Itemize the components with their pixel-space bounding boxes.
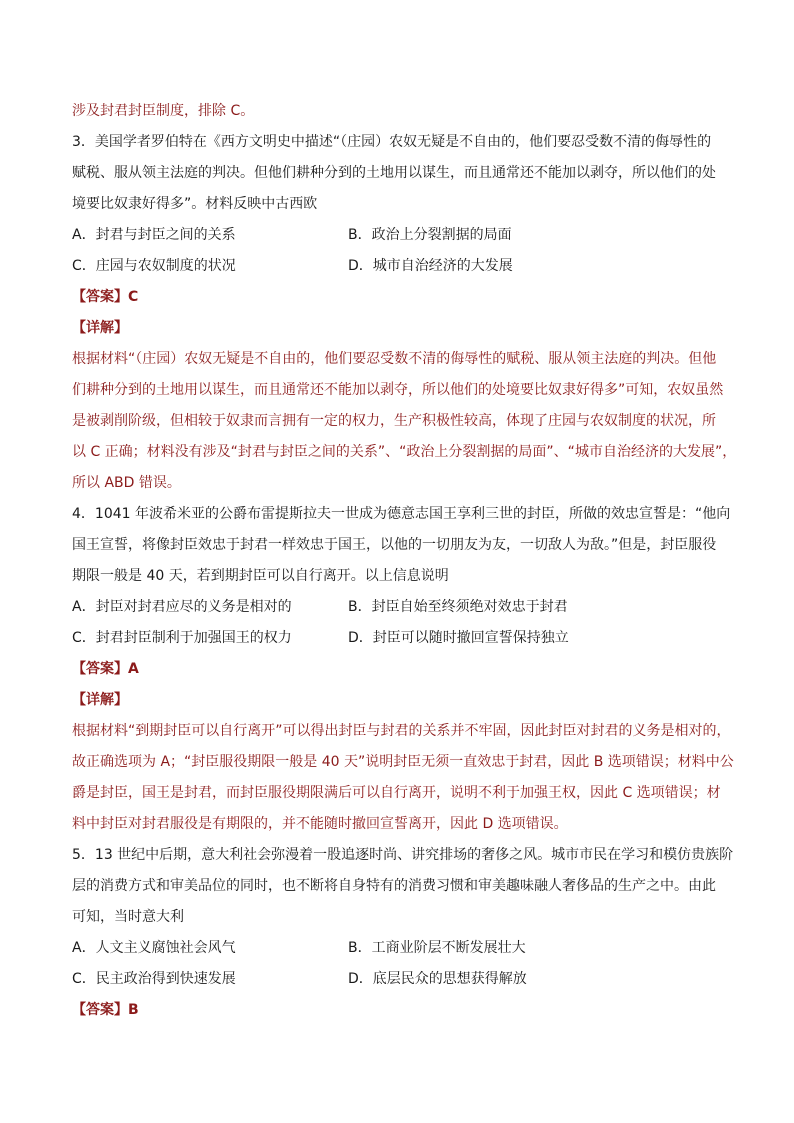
detail-line: 们耕种分到的土地用以谋生，而且通常还不能加以剥夺，所以他们的处境要比奴隶好得多”可知，农奴虽然 bbox=[72, 382, 724, 398]
question-text-line: 可知，当时意大利 bbox=[72, 909, 184, 925]
options-row bbox=[72, 623, 732, 654]
options-row bbox=[72, 964, 732, 995]
option-a: A．人文主义腐蚀社会风气 bbox=[72, 940, 236, 956]
detail-line: 是被剥削阶级，但相较于奴隶而言拥有一定的权力，生产积极性较高，体现了庄园与农奴制度的状况，所 bbox=[72, 413, 716, 429]
option-a: A．封君与封臣之间的关系 bbox=[72, 227, 236, 243]
detail-line: 根据材料“到期封臣可以自行离开”可以得出封臣与封君的关系并不牢固，因此封臣对封君的义务是相对的， bbox=[72, 723, 731, 739]
question-3 bbox=[72, 127, 737, 499]
question-text-line: 期限一般是 40 天，若到期封臣可以自行离开。以上信息说明 bbox=[72, 568, 449, 584]
detail-line: 爵是封臣，国王是封君，而封臣服役期限满后可以自行离开，说明不利于加强王权，因此 C 选项错误；材 bbox=[72, 785, 721, 801]
question-text-line: 赋税、服从领主法庭的判决。但他们耕种分到的土地用以谋生，而且通常还不能加以剥夺，所以他们的处 bbox=[72, 165, 716, 181]
option-c: C．封君封臣制利于加强国王的权力 bbox=[72, 630, 292, 646]
detail-line: 根据材料“（庄园）农奴无疑是不自由的，他们要忍受数不清的侮辱性的赋税、服从领主法庭的判决。但他 bbox=[72, 351, 717, 367]
question-text-line: 层的消费方式和审美品位的同时，也不断将自身特有的消费习惯和审美趣味融人奢侈品的生产之中。由此 bbox=[72, 878, 716, 894]
option-c: C．民主政治得到快速发展 bbox=[72, 971, 236, 987]
option-a: A．封臣对封君应尽的义务是相对的 bbox=[72, 599, 292, 615]
option-c: C．庄园与农奴制度的状况 bbox=[72, 258, 236, 274]
detail-line: 所以 ABD 错误。 bbox=[72, 475, 181, 491]
option-d: D．封臣可以随时撤回宣誓保持独立 bbox=[348, 630, 569, 646]
question-text-line: 国王宣誓，将像封臣效忠于封君一样效忠于国王，以他的一切朋友为友，一切敌人为敌。”但是，封臣服役 bbox=[72, 537, 717, 553]
carry-over-line: 涉及封君封臣制度，排除 C。 bbox=[72, 103, 255, 119]
detail-line: 以 C 正确；材料没有涉及“封君与封臣之间的关系”、“政治上分裂割据的局面”、“城市自治经济的大发展”， bbox=[72, 444, 737, 460]
options-row bbox=[72, 592, 732, 623]
options-row bbox=[72, 251, 732, 282]
detail-label: 【详解】 bbox=[72, 320, 128, 336]
option-d: D．底层民众的思想获得解放 bbox=[348, 971, 527, 987]
answer-label: 【答案】A bbox=[72, 661, 139, 677]
option-b: B．政治上分裂割据的局面 bbox=[348, 227, 512, 243]
question-5 bbox=[72, 840, 732, 1026]
detail-line: 料中封臣对封君服役是有期限的，并不能随时撤回宣誓离开，因此 D 选项错误。 bbox=[72, 816, 568, 832]
detail-label: 【详解】 bbox=[72, 692, 128, 708]
question-text-line: 境要比奴隶好得多”。材料反映中古西欧 bbox=[72, 196, 318, 212]
detail-line: 故正确选项为 A；“封臣服役期限一般是 40 天”说明封臣无须一直效忠于封君，因此 B 选项错误；材料中公 bbox=[72, 754, 734, 770]
option-d: D．城市自治经济的大发展 bbox=[348, 258, 513, 274]
question-text-line: 3．美国学者罗伯特在《西方文明史中描述“（庄园）农奴无疑是不自由的，他们要忍受数不清的侮辱性的 bbox=[72, 134, 712, 150]
option-b: B．工商业阶层不断发展壮大 bbox=[348, 940, 526, 956]
options-row bbox=[72, 933, 732, 964]
question-text-line: 5．13 世纪中后期，意大利社会弥漫着一股追逐时尚、讲究排场的奢侈之风。城市市民在学习和模仿贵族阶 bbox=[72, 847, 734, 863]
document-page bbox=[72, 96, 737, 1026]
answer-label: 【答案】C bbox=[72, 289, 139, 305]
question-text-line: 4．1041 年波希米亚的公爵布雷提斯拉夫一世成为德意志国王享利三世的封臣，所做的效忠宣誓是：“他向 bbox=[72, 506, 731, 522]
answer-label: 【答案】B bbox=[72, 1002, 139, 1018]
option-b: B．封臣自始至终须绝对效忠于封君 bbox=[348, 599, 568, 615]
question-4 bbox=[72, 499, 732, 840]
options-row bbox=[72, 220, 732, 251]
